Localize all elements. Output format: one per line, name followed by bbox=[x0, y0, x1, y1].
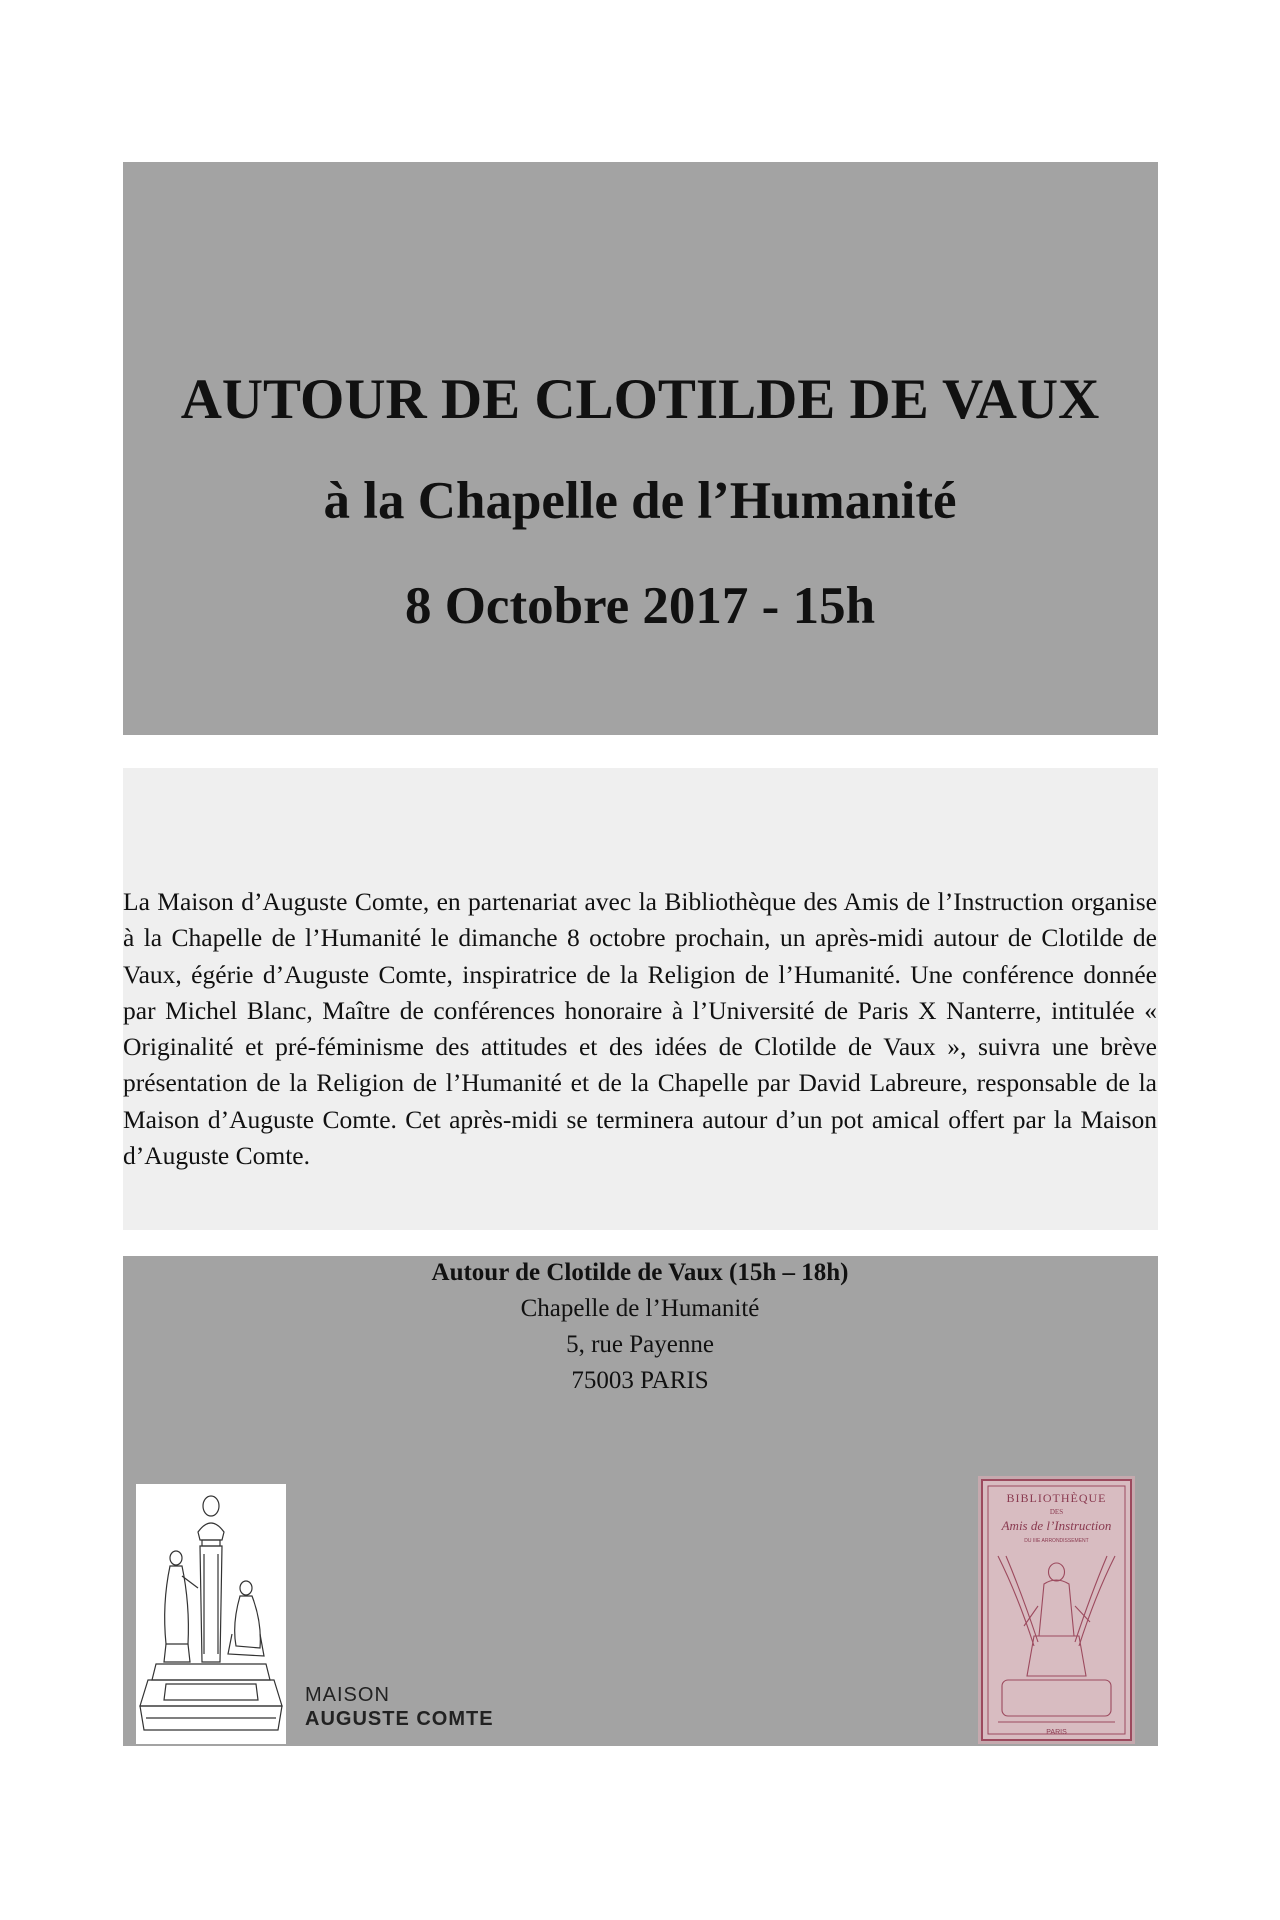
venue-event-heading: Autour de Clotilde de Vaux (15h – 18h) bbox=[431, 1259, 849, 1286]
logo-line-maison: MAISON bbox=[305, 1684, 390, 1706]
bibliotheque-bookplate-image bbox=[978, 1476, 1135, 1744]
bookplate-name: Amis de l’Instruction bbox=[1001, 1518, 1112, 1533]
title-banner bbox=[123, 162, 1158, 735]
description-paragraph: La Maison d’Auguste Comte, en partenariat avec la Bibliothèque des Amis de l’Instruction organise à la Chapelle de l’Humanité le dimanche 8 octobre prochain, un après-midi autour de Clotilde de Vaux, égérie d’Auguste Comte, inspiratrice de la Religion de l’Humanité. Une conférence donnée par Michel Blanc, Maître de conférences honoraire à l’Université de Paris X Nanterre, intitulée « Originalité et pré-féminisme des attitudes et des idées de Clotilde de Vaux », suivra une brève présentation de la Religion de l’Humanité et de la Chapelle par David Labreure, responsable de la Maison d’Auguste Comte. Cet après-midi se terminera autour d’un pot amical offert par la Maison d’Auguste Comte. bbox=[123, 887, 1157, 1171]
venue-street: 5, rue Payenne bbox=[566, 1331, 714, 1358]
bookplate-arrondissement: DU IIIE ARRONDISSEMENT bbox=[1024, 1538, 1089, 1544]
bookplate-des: DES bbox=[1049, 1508, 1064, 1516]
venue-place: Chapelle de l’Humanité bbox=[520, 1295, 760, 1322]
maison-auguste-comte-logo bbox=[305, 1683, 494, 1731]
event-date-time: 8 Octobre 2017 - 15h bbox=[404, 577, 876, 635]
auguste-comte-monument-image bbox=[136, 1484, 286, 1744]
bookplate-paris: PARIS bbox=[1046, 1729, 1067, 1736]
venue-city: 75003 PARIS bbox=[571, 1367, 709, 1394]
event-subtitle: à la Chapelle de l’Humanité bbox=[323, 472, 957, 530]
bookplate-title: BIBLIOTHÈQUE bbox=[1006, 1491, 1107, 1505]
logo-line-auguste-comte: AUGUSTE COMTE bbox=[305, 1708, 494, 1730]
event-title: AUTOUR DE CLOTILDE DE VAUX bbox=[180, 368, 1100, 431]
